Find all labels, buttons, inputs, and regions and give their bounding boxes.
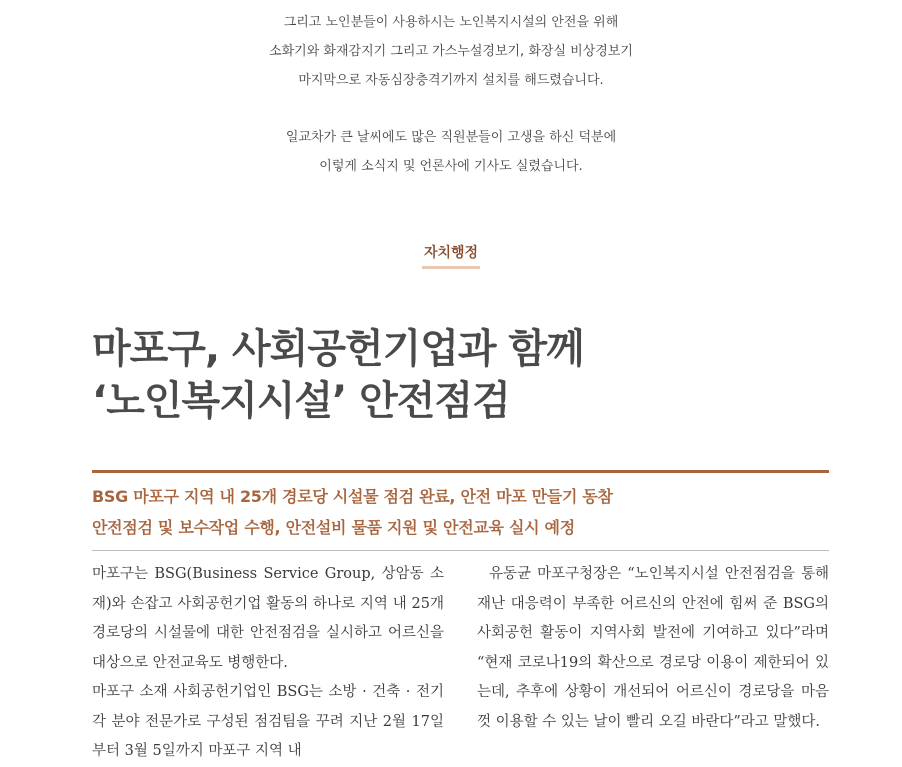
intro-line: 소화기와 화재감지기 그리고 가스누설경보기, 화장실 비상경보기: [269, 44, 633, 59]
article-body-left-column: [92, 560, 444, 767]
subhead-top-rule: [92, 470, 829, 473]
body-paragraph: 마포구 소재 사회공헌기업인 BSG는 소방 · 건축 · 전기 각 분야 전문가로 구성된 점검팀을 꾸려 지난 2월 17일부터 3월 5일까지 마포구 지역 내: [92, 684, 444, 759]
intro-line: 그리고 노인분들이 사용하시는 노인복지시설의 안전을 위해: [283, 15, 619, 30]
body-paragraph: 유동균 마포구청장은 “노인복지시설 안전점검을 통해 재난 대응력이 부족한 어르신의 안전에 힘써 준 BSG의 사회공헌 활동이 지역사회 발전에 기여하고 있다”라며 “현재 코로나19의 확산으로 경로당 이용이 제한되어 있는데, 추후에 상황이 개선되어 어르신이 경로당을 마음껏 이용할 수 있는 날이 빨리 오길 바란다”라고 말했다.: [477, 566, 829, 730]
subhead-line: BSG 마포구 지역 내 25개 경로당 시설물 점검 완료, 안전 마포 만들기 동참: [92, 487, 613, 506]
intro-line: 마지막으로 자동심장충격기까지 설치를 해드렸습니다.: [298, 73, 604, 88]
article-subheads: [92, 481, 829, 543]
headline-line: ‘노인복지시설’ 안전점검: [92, 378, 510, 424]
intro-line: 일교차가 큰 날씨에도 많은 직원분들이 고생을 하신 덕분에: [285, 130, 617, 145]
headline-line: 마포구, 사회공헌기업과 함께: [92, 326, 584, 372]
article-headline: [92, 323, 584, 427]
body-paragraph: 마포구는 BSG(Business Service Group, 상암동 소재)와 손잡고 사회공헌기업 활동의 하나로 지역 내 25개 경로당의 시설물에 대한 안전점검을 실시하고 어르신을 대상으로 안전교육도 병행한다.: [92, 566, 444, 671]
intro-line: 이렇게 소식지 및 언론사에 기사도 실렸습니다.: [319, 159, 583, 174]
category-label-wrap: [0, 242, 902, 269]
category-label: 자치행정: [422, 242, 480, 269]
subhead-bottom-rule: [92, 550, 829, 551]
subhead-line: 안전점검 및 보수작업 수행, 안전설비 물품 지원 및 안전교육 실시 예정: [92, 518, 575, 537]
article-body-right-column: [477, 560, 829, 737]
intro-text: [0, 8, 902, 181]
